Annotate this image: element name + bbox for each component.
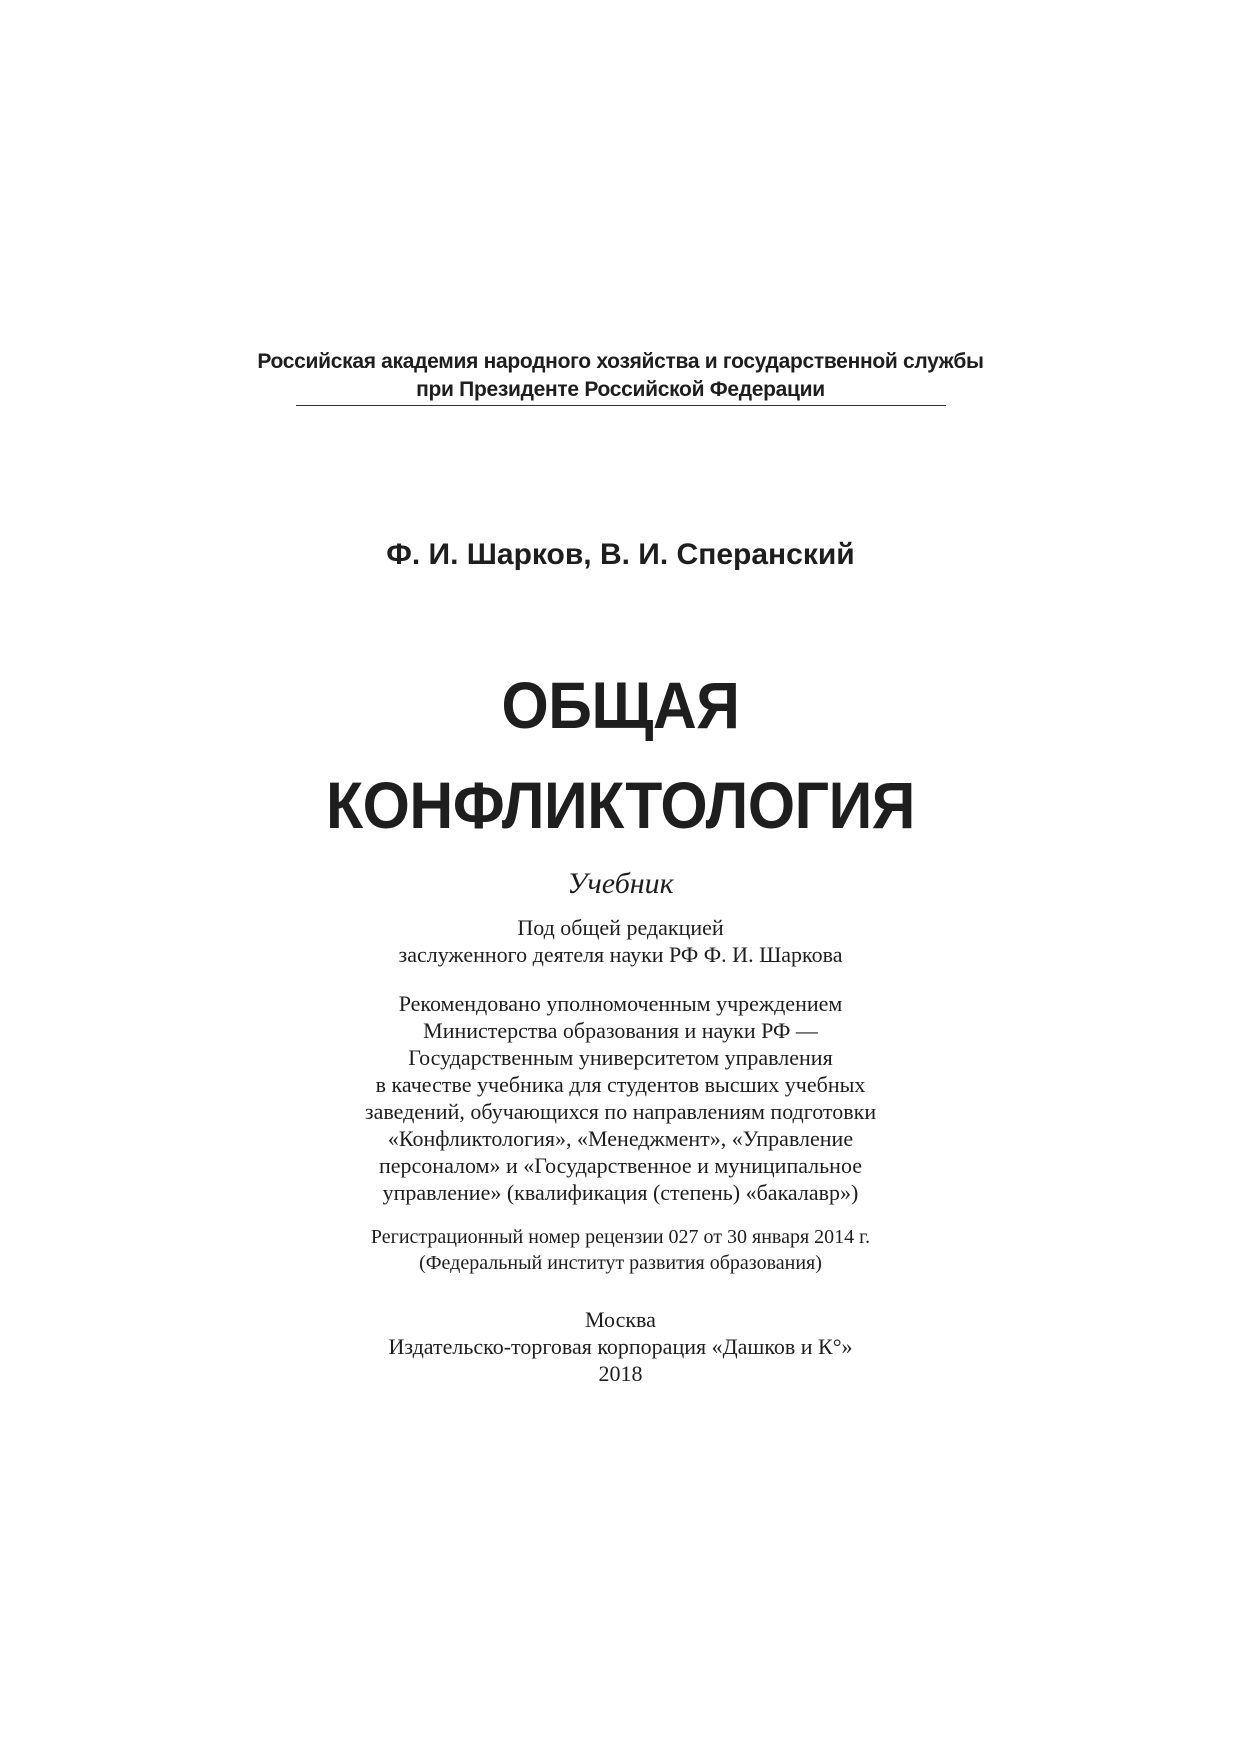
recommendation-line: в качестве учебника для студентов высших учебных (375, 1072, 866, 1097)
imprint (0, 1306, 1241, 1387)
authors: Ф. И. Шарков, В. И. Сперанский (386, 538, 855, 571)
header-divider (296, 405, 946, 406)
recommendation-line: персоналом» и «Государственное и муниципальное (379, 1153, 862, 1178)
recommendation-line: управление» (квалификация (степень) «бакалавр») (382, 1180, 859, 1205)
recommendation-line: Министерства образования и науки РФ — (423, 1018, 818, 1043)
imprint-year: 2018 (598, 1361, 643, 1386)
imprint-publisher: Издательско-торговая корпорация «Дашков и К°» (388, 1334, 853, 1359)
institution-header (0, 348, 1241, 404)
imprint-city: Москва (585, 1307, 656, 1332)
recommendation-line: «Конфликтология», «Менеджмент», «Управление (387, 1126, 854, 1151)
institution-line-1: Российская академия народного хозяйства и государственной службы (257, 350, 984, 373)
book-title-line-2: КОНФЛИКТОЛОГИЯ (326, 768, 915, 842)
recommendation (0, 990, 1241, 1206)
editor-note (0, 914, 1241, 968)
book-title (50, 655, 1192, 855)
registration-note (0, 1224, 1241, 1276)
book-title-line-1: ОБЩАЯ (501, 668, 740, 742)
recommendation-line: Государственным университетом управления (408, 1045, 833, 1070)
institution-line-2: при Президенте Российской Федерации (416, 378, 825, 401)
recommendation-line: заведений, обучающихся по направлениям подготовки (364, 1099, 877, 1124)
registration-line-2: (Федеральный институт развития образования) (419, 1252, 822, 1274)
book-type: Учебник (567, 867, 674, 900)
registration-line-1: Регистрационный номер рецензии 027 от 30 января 2014 г. (370, 1226, 871, 1248)
editor-line-1: Под общей редакцией (517, 915, 724, 940)
editor-line-2: заслуженного деятеля науки РФ Ф. И. Шаркова (398, 942, 843, 967)
recommendation-line: Рекомендовано уполномоченным учреждением (398, 991, 843, 1016)
